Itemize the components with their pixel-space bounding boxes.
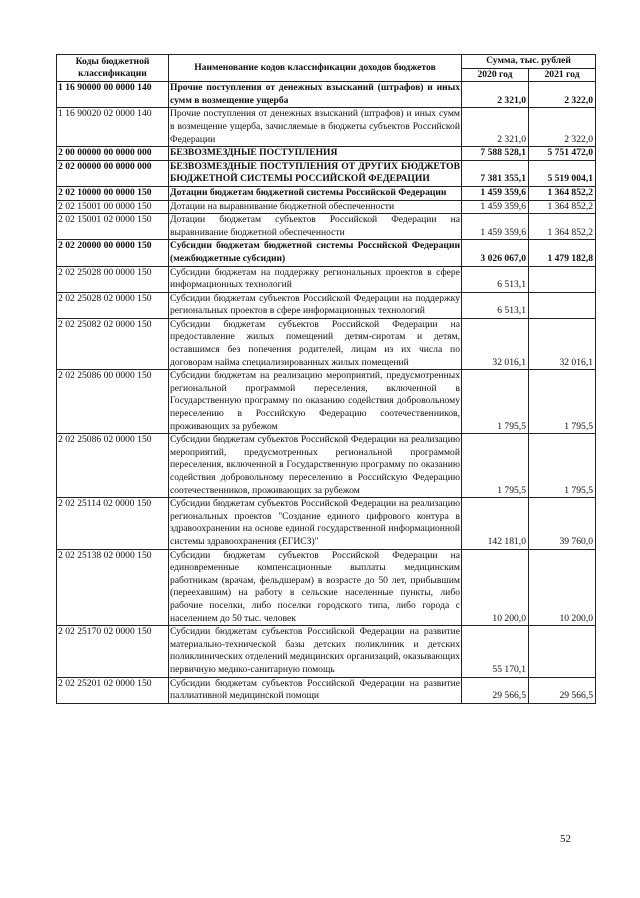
row-value-2020: 1 459 359,6 xyxy=(462,214,529,240)
row-code: 2 02 25201 02 0000 150 xyxy=(57,677,169,703)
row-value-2020: 1 459 359,6 xyxy=(462,200,529,214)
table-row xyxy=(57,186,596,200)
row-code: 2 02 15001 00 0000 150 xyxy=(57,200,169,214)
row-code: 2 02 25170 02 0000 150 xyxy=(57,626,169,677)
row-value-2020: 55 170,1 xyxy=(462,626,529,677)
table-body xyxy=(57,82,596,704)
row-name: Субсидии бюджетам субъектов Российской Федерации на предоставление жилых помещений детям-сиротам и детям, оставшимся без попечения родителей, лицам из их числа по договорам найма специализированных жилых помещений xyxy=(169,318,462,369)
row-value-2021: 10 200,0 xyxy=(529,549,596,626)
row-value-2020: 1 795,5 xyxy=(462,434,529,498)
row-name: БЕЗВОЗМЕЗДНЫЕ ПОСТУПЛЕНИЯ ОТ ДРУГИХ БЮДЖЕТОВ БЮДЖЕТНОЙ СИСТЕМЫ РОССИЙСКОЙ ФЕДЕРАЦИИ xyxy=(169,160,462,186)
row-value-2021: 32 016,1 xyxy=(529,318,596,369)
row-value-2021 xyxy=(529,292,596,318)
revenue-table xyxy=(56,54,596,704)
table-row xyxy=(57,292,596,318)
row-name: Субсидии бюджетам субъектов Российской Федерации на развитие паллиативной медицинской помощи xyxy=(169,677,462,703)
row-code: 2 02 25086 02 0000 150 xyxy=(57,434,169,498)
row-code: 2 02 00000 00 0000 000 xyxy=(57,160,169,186)
row-name: Субсидии бюджетам на поддержку региональных проектов в сфере информационных технологий xyxy=(169,266,462,292)
row-value-2021: 1 364 852,2 xyxy=(529,214,596,240)
row-code: 2 02 25028 00 0000 150 xyxy=(57,266,169,292)
row-value-2021: 2 322,0 xyxy=(529,108,596,147)
row-value-2021: 1 479 182,8 xyxy=(529,240,596,266)
row-value-2020: 32 016,1 xyxy=(462,318,529,369)
table-row xyxy=(57,82,596,108)
row-name: Субсидии бюджетам субъектов Российской Федерации на поддержку региональных проектов в сфере информационных технологий xyxy=(169,292,462,318)
table-row xyxy=(57,626,596,677)
row-value-2021: 29 566,5 xyxy=(529,677,596,703)
table-row xyxy=(57,434,596,498)
row-value-2021: 5 751 472,0 xyxy=(529,147,596,161)
row-value-2020: 29 566,5 xyxy=(462,677,529,703)
row-value-2020: 7 588 528,1 xyxy=(462,147,529,161)
row-name: Субсидии бюджетам субъектов Российской Федерации на реализацию региональных проектов "Создание единого цифрового контура в здравоохранении на основе единой государственной информационной системы здравоохранения (ЕГИСЗ)" xyxy=(169,498,462,549)
row-value-2020: 7 381 355,1 xyxy=(462,160,529,186)
row-value-2021: 1 364 852,2 xyxy=(529,200,596,214)
row-code: 2 02 10000 00 0000 150 xyxy=(57,186,169,200)
row-name: Дотации на выравнивание бюджетной обеспеченности xyxy=(169,200,462,214)
row-code: 2 02 25086 00 0000 150 xyxy=(57,370,169,434)
row-name: БЕЗВОЗМЕЗДНЫЕ ПОСТУПЛЕНИЯ xyxy=(169,147,462,161)
row-name: Субсидии бюджетам субъектов Российской Федерации на реализацию мероприятий, предусмотренных региональной программой переселения, включенной в Государственную программу по оказанию содействия добровольному переселению в Российскую Федерацию соотечественников, проживающих за рубежом xyxy=(169,434,462,498)
row-name: Субсидии бюджетам на реализацию мероприятий, предусмотренных региональной программой переселения, включенной в Государственную программу по оказанию содействия добровольному переселению в Российскую Федерацию соотечественников, проживающих за рубежом xyxy=(169,370,462,434)
table-row xyxy=(57,160,596,186)
header-name: Наименование кодов классификации доходов бюджетов xyxy=(169,55,462,82)
row-value-2020: 10 200,0 xyxy=(462,549,529,626)
row-value-2021 xyxy=(529,266,596,292)
row-value-2020: 2 321,0 xyxy=(462,108,529,147)
row-code: 2 02 25028 02 0000 150 xyxy=(57,292,169,318)
row-value-2020: 6 513,1 xyxy=(462,266,529,292)
table-row xyxy=(57,266,596,292)
row-code: 2 02 25082 02 0000 150 xyxy=(57,318,169,369)
row-value-2020: 1 795,5 xyxy=(462,370,529,434)
row-code: 2 02 25138 02 0000 150 xyxy=(57,549,169,626)
row-value-2020: 6 513,1 xyxy=(462,292,529,318)
row-name: Прочие поступления от денежных взысканий (штрафов) и иных сумм в возмещение ущерба, зачисляемые в бюджеты субъектов Российской Федерации xyxy=(169,108,462,147)
header-2020: 2020 год xyxy=(462,68,529,82)
row-value-2020: 3 026 067,0 xyxy=(462,240,529,266)
row-name: Субсидии бюджетам субъектов Российской Федерации на единовременные компенсационные выплаты медицинским работникам (врачам, фельдшерам) в возрасте до 50 лет, прибывшим (переехавшим) на работу в сельские населенные пункты, либо рабочие поселки, либо поселки городского типа, либо города с населением до 50 тыс. человек xyxy=(169,549,462,626)
row-code: 2 02 25114 02 0000 150 xyxy=(57,498,169,549)
row-code: 1 16 90000 00 0000 140 xyxy=(57,82,169,108)
header-2021: 2021 год xyxy=(529,68,596,82)
row-name: Дотации бюджетам субъектов Российской Федерации на выравнивание бюджетной обеспеченности xyxy=(169,214,462,240)
table-row xyxy=(57,318,596,369)
table-row xyxy=(57,200,596,214)
row-code: 2 02 20000 00 0000 150 xyxy=(57,240,169,266)
header-sum: Сумма, тыс. рублей xyxy=(462,55,596,69)
row-value-2021: 5 519 004,1 xyxy=(529,160,596,186)
table-row xyxy=(57,147,596,161)
table-row xyxy=(57,677,596,703)
row-name: Дотации бюджетам бюджетной системы Российской Федерации xyxy=(169,186,462,200)
row-value-2021: 1 364 852,2 xyxy=(529,186,596,200)
page-number: 52 xyxy=(560,833,571,845)
row-code: 2 02 15001 02 0000 150 xyxy=(57,214,169,240)
row-value-2020: 142 181,0 xyxy=(462,498,529,549)
row-value-2021: 2 322,0 xyxy=(529,82,596,108)
table-row xyxy=(57,549,596,626)
row-name: Субсидии бюджетам субъектов Российской Федерации на развитие материально-технической базы детских поликлиник и детских поликлинических отделений медицинских организаций, оказывающих первичную медико-санитарную помощь xyxy=(169,626,462,677)
row-value-2020: 1 459 359,6 xyxy=(462,186,529,200)
table-row xyxy=(57,498,596,549)
table-row xyxy=(57,370,596,434)
row-code: 2 00 00000 00 0000 000 xyxy=(57,147,169,161)
table-row xyxy=(57,214,596,240)
row-value-2021 xyxy=(529,626,596,677)
row-name: Субсидии бюджетам бюджетной системы Российской Федерации (межбюджетные субсидии) xyxy=(169,240,462,266)
row-value-2021: 1 795,5 xyxy=(529,370,596,434)
row-value-2021: 39 760,0 xyxy=(529,498,596,549)
row-value-2021: 1 795,5 xyxy=(529,434,596,498)
table-row xyxy=(57,240,596,266)
row-name: Прочие поступления от денежных взысканий (штрафов) и иных сумм в возмещение ущерба xyxy=(169,82,462,108)
row-value-2020: 2 321,0 xyxy=(462,82,529,108)
document-page xyxy=(56,54,595,704)
header-codes: Коды бюджетной классификации xyxy=(57,55,169,82)
row-code: 1 16 90020 02 0000 140 xyxy=(57,108,169,147)
table-row xyxy=(57,108,596,147)
